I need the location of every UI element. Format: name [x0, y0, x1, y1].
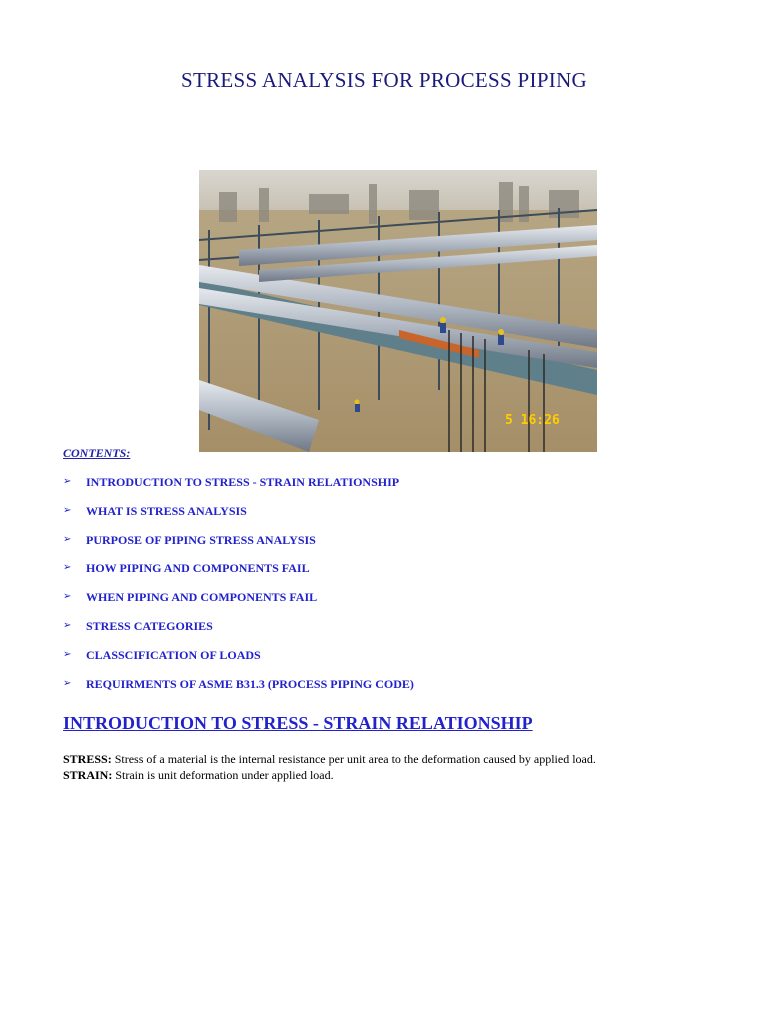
document-title: STRESS ANALYSIS FOR PROCESS PIPING	[180, 68, 588, 92]
arrowhead-bullet-icon: ➢	[63, 562, 72, 574]
toc-item[interactable]: ➢ REQUIRMENTS OF ASME B31.3 (PROCESS PIPING CODE)	[63, 676, 414, 691]
arrowhead-bullet-icon: ➢	[63, 591, 72, 603]
definitions	[63, 751, 596, 783]
toc-item[interactable]: ➢ WHEN PIPING AND COMPONENTS FAIL	[63, 590, 318, 605]
arrowhead-bullet-icon: ➢	[63, 476, 72, 487]
toc-item[interactable]: ➢ PURPOSE OF PIPING STRESS ANALYSIS	[63, 532, 316, 547]
arrowhead-bullet-icon: ➢	[63, 677, 72, 689]
photo-timestamp: 5 16:26	[505, 413, 560, 428]
arrowhead-bullet-icon: ➢	[63, 504, 72, 516]
arrowhead-bullet-icon: ➢	[63, 648, 72, 660]
definition-strain	[63, 767, 596, 783]
toc-item[interactable]: ➢ WHAT IS STRESS ANALYSIS	[63, 503, 247, 518]
definition-stress	[63, 751, 596, 767]
definition-text: Stress of a material is the internal resistance per unit area to the deformation caused by applied load.	[111, 752, 596, 766]
piping-site-photo-illustration	[199, 170, 597, 452]
toc-item[interactable]: ➢ INTRODUCTION TO STRESS - STRAIN RELATIONSHIP	[63, 475, 400, 489]
arrowhead-bullet-icon: ➢	[63, 619, 72, 631]
table-of-contents	[63, 474, 414, 704]
arrowhead-bullet-icon: ➢	[63, 533, 72, 545]
definition-term: STRESS:	[63, 752, 112, 766]
definition-text: Strain is unit deformation under applied load.	[112, 768, 334, 782]
piping-site-photo	[199, 170, 597, 452]
toc-item[interactable]: ➢ HOW PIPING AND COMPONENTS FAIL	[63, 561, 310, 576]
definition-term: STRAIN:	[63, 768, 113, 782]
contents-label: CONTENTS:	[63, 446, 131, 460]
section-heading[interactable]: INTRODUCTION TO STRESS - STRAIN RELATIONSHIP	[63, 713, 533, 733]
toc-item[interactable]: ➢ STRESS CATEGORIES	[63, 618, 213, 633]
toc-item[interactable]: ➢ CLASSCIFICATION OF LOADS	[63, 647, 261, 662]
